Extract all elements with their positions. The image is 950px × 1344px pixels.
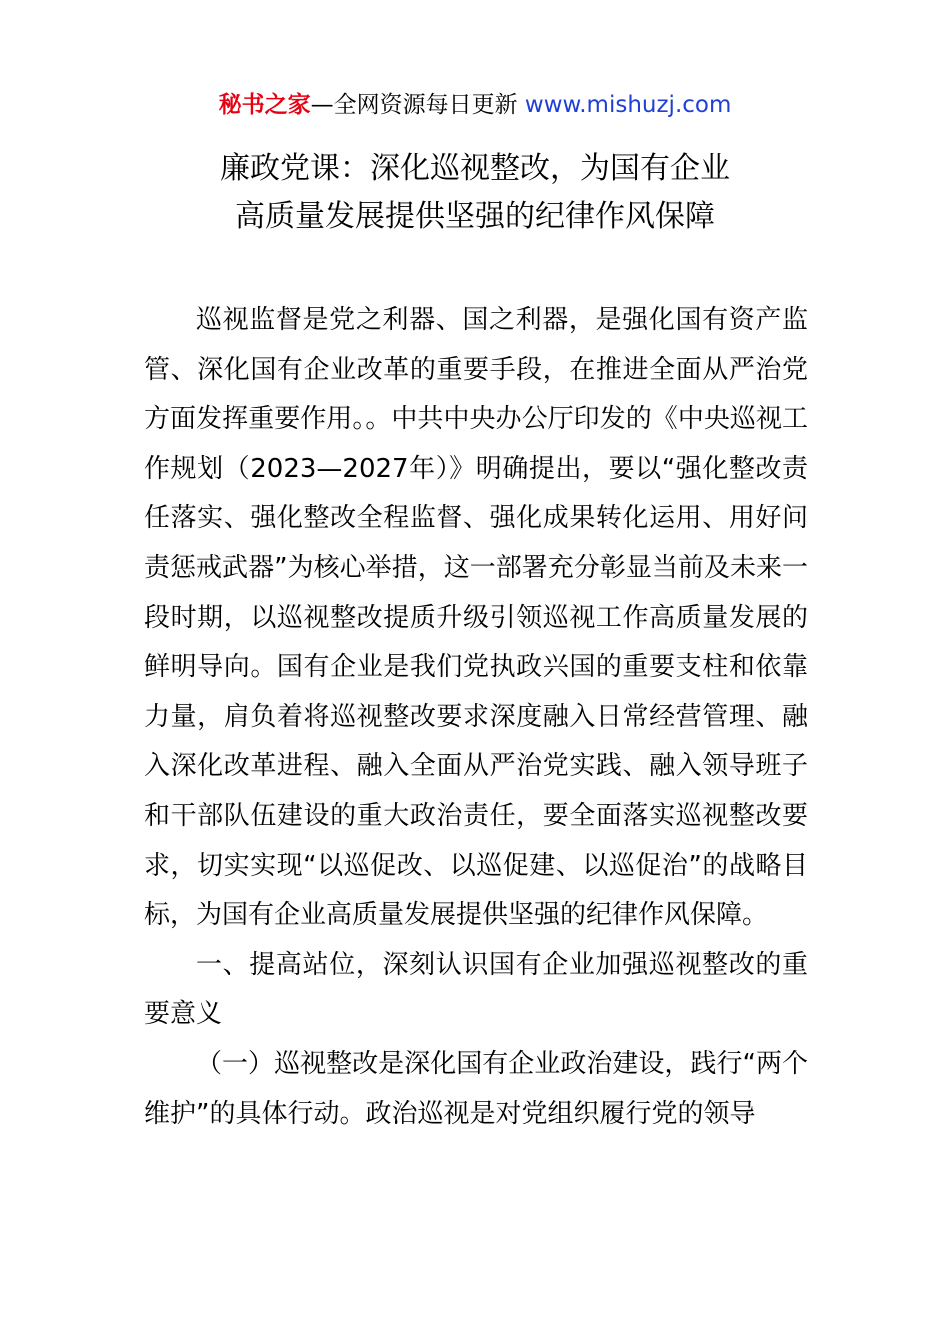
document-title <box>0 145 950 241</box>
site-url-link[interactable]: www.mishuzj.com <box>524 92 732 118</box>
section-heading-1: 一、提高站位，深刻认识国有企业加强巡视整改的重要意义 <box>144 949 808 1030</box>
title-line-2: 高质量发展提供坚强的纪律作风保障 <box>235 199 715 234</box>
intro-paragraph: 巡视监督是党之利器、国之利器，是强化国有资产监管、深化国有企业改革的重要手段，在推进全面从严治党方面发挥重要作用。。中共中央办公厅印发的《中央巡视工作规划（2023—2027年）》明确提出，要以“强化整改责任落实、强化整改全程监督、强化成果转化运用、用好问责惩戒武器”为核心举措，这一部署充分彰显当前及未来一段时期，以巡视整改提质升级引领巡视工作高质量发展的鲜明导向。国有企业是我们党执政兴国的重要支柱和依靠力量，肩负着将巡视整改要求深度融入日常经营管理、融入深化改革进程、融入全面从严治党实践、融入领导班子和干部队伍建设的重大政治责任，要全面落实巡视整改要求，切实实现“以巡促改、以巡促建、以巡促治”的战略目标，为国有企业高质量发展提供坚强的纪律作风保障。 <box>144 305 808 931</box>
subsection-paragraph-1: （一）巡视整改是深化国有企业政治建设，践行“两个维护”的具体行动。政治巡视是对党组织履行党的领导 <box>144 1048 808 1129</box>
site-slogan: —全网资源每日更新 <box>310 92 525 118</box>
site-header <box>0 86 950 124</box>
site-brand: 秘书之家 <box>218 92 311 118</box>
title-line-1: 廉政党课：深化巡视整改，为国有企业 <box>220 151 730 186</box>
document-body <box>144 296 808 1139</box>
